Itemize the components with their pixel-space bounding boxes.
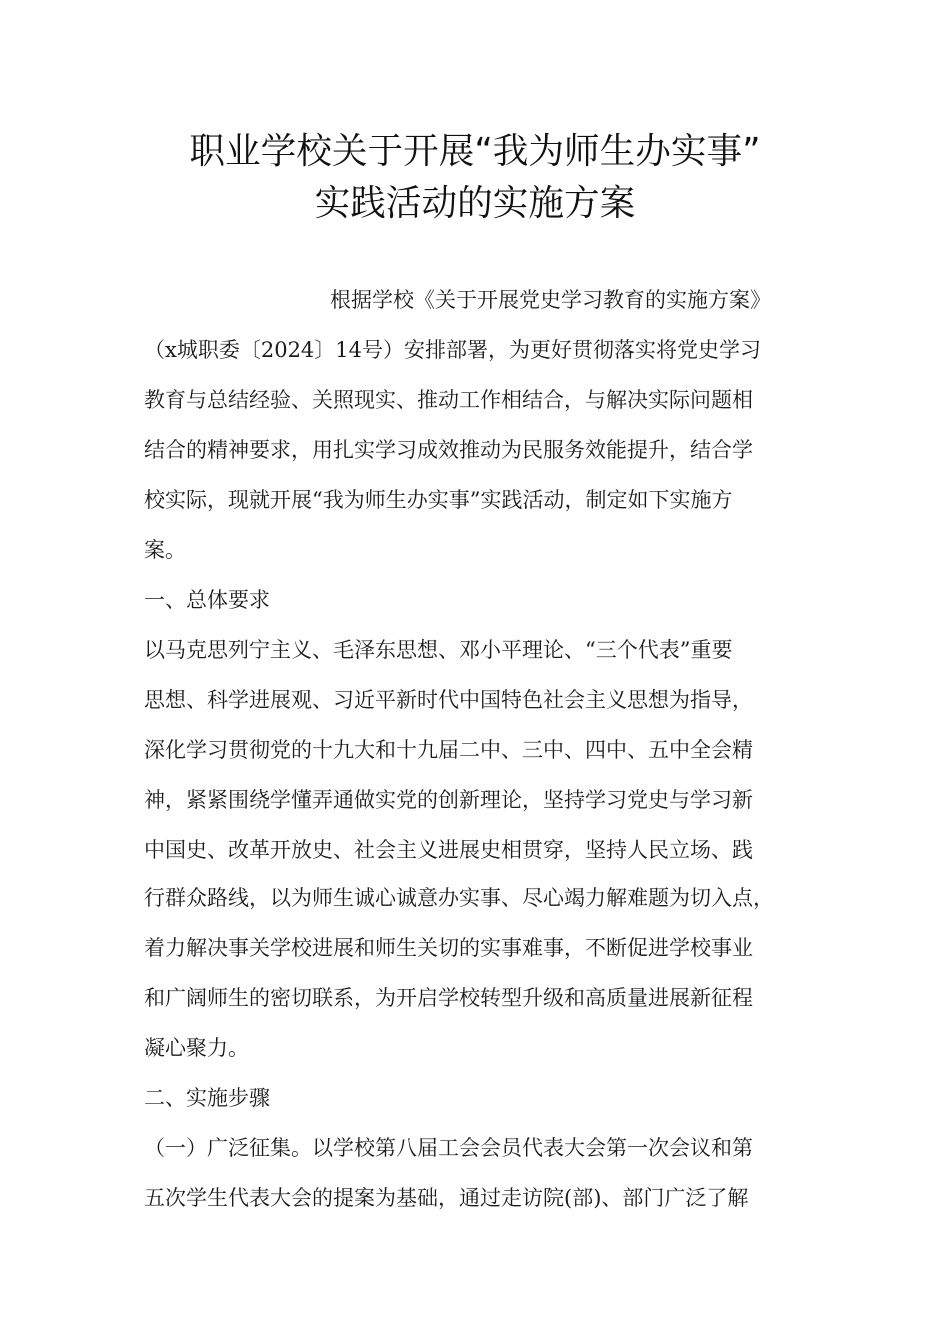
section-heading: 一、总体要求 (144, 588, 270, 612)
paragraph-line: （x城职委〔2024〕14号）安排部署，为更好贯彻落实将党史学习 (144, 338, 762, 362)
paragraph-line: 案。 (144, 538, 186, 562)
section-heading: 二、实施步骤 (144, 1086, 270, 1110)
paragraph-line: 行群众路线，以为师生诚心诚意办实事、尽心竭力解难题为切入点， (144, 886, 774, 910)
paragraph-line: 深化学习贯彻党的十九大和十九届二中、三中、四中、五中全会精 (144, 738, 753, 762)
paragraph-line: （一）广泛征集。以学校第八届工会会员代表大会第一次会议和第 (144, 1136, 753, 1160)
paragraph-line: 着力解决事关学校进展和师生关切的实事难事，不断促进学校事业 (144, 936, 753, 960)
paragraph-line: 教育与总结经验、关照现实、推动工作相结合，与解决实际问题相 (144, 388, 753, 412)
document-title-line-2: 实践活动的实施方案 (314, 183, 636, 224)
paragraph-line: 思想、科学进展观、习近平新时代中国特色社会主义思想为指导， (144, 688, 753, 712)
document-title-line-1: 职业学校关于开展“我为师生办实事” (189, 131, 761, 172)
paragraph-line: 神，紧紧围绕学懂弄通做实党的创新理论，坚持学习党史与学习新 (144, 788, 753, 812)
paragraph-line: 中国史、改革开放史、社会主义进展史相贯穿，坚持人民立场、践 (144, 838, 753, 862)
paragraph-line: 结合的精神要求，用扎实学习成效推动为民服务效能提升，结合学 (144, 438, 753, 462)
paragraph-line: 凝心聚力。 (144, 1036, 249, 1060)
paragraph-line: 和广阔师生的密切联系，为开启学校转型升级和高质量进展新征程 (144, 986, 753, 1010)
paragraph-line: 校实际，现就开展“我为师生办实事”实践活动，制定如下实施方 (144, 488, 733, 512)
paragraph-line: 五次学生代表大会的提案为基础，通过走访院(部)、部门广泛了解 (144, 1186, 749, 1210)
paragraph-line: 根据学校《关于开展党史学习教育的实施方案》 (330, 288, 771, 312)
paragraph-line: 以马克思列宁主义、毛泽东思想、邓小平理论、“三个代表”重要 (144, 638, 733, 662)
